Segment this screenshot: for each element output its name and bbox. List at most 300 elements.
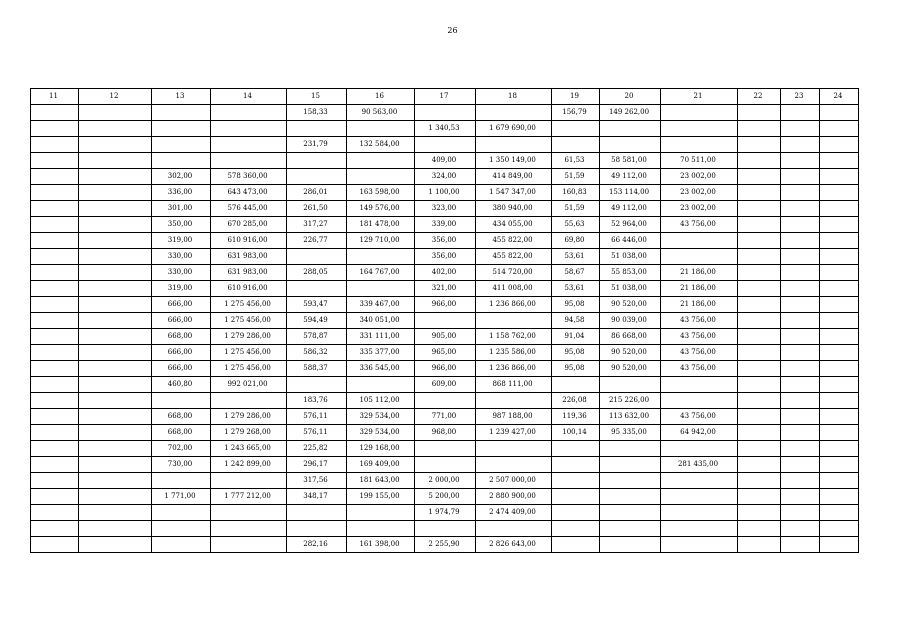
column-header: 19 <box>552 89 600 105</box>
table-cell <box>781 185 820 201</box>
table-cell <box>552 537 600 553</box>
table-cell <box>31 425 79 441</box>
table-cell <box>738 313 781 329</box>
table-cell <box>79 521 152 537</box>
table-cell: 1 777 212,00 <box>211 489 287 505</box>
table-cell: 411 008,00 <box>476 281 552 297</box>
table-cell <box>31 345 79 361</box>
table-cell <box>820 473 859 489</box>
table-cell <box>31 121 79 137</box>
table-cell: 336 545,00 <box>347 361 415 377</box>
table-cell <box>820 153 859 169</box>
table-cell <box>347 377 415 393</box>
data-table <box>30 88 859 553</box>
table-cell: 578,87 <box>287 329 347 345</box>
table-cell <box>820 297 859 313</box>
table-cell: 158,33 <box>287 105 347 121</box>
table-cell <box>820 361 859 377</box>
table-cell: 670 285,00 <box>211 217 287 233</box>
table-cell <box>820 505 859 521</box>
table-cell: 64 942,00 <box>661 425 738 441</box>
table-cell <box>347 521 415 537</box>
table-cell <box>600 377 661 393</box>
table-row <box>31 233 859 249</box>
table-cell <box>31 153 79 169</box>
table-cell <box>31 313 79 329</box>
table-cell: 319,00 <box>152 281 211 297</box>
table-cell <box>79 505 152 521</box>
table-cell <box>415 393 476 409</box>
table-cell: 296,17 <box>287 457 347 473</box>
table-cell <box>415 457 476 473</box>
table-cell <box>79 425 152 441</box>
table-cell <box>820 441 859 457</box>
table-row <box>31 169 859 185</box>
table-row <box>31 441 859 457</box>
table-cell <box>211 105 287 121</box>
table-cell <box>552 521 600 537</box>
table-cell <box>79 281 152 297</box>
table-cell <box>600 441 661 457</box>
table-cell: 586,32 <box>287 345 347 361</box>
table-cell <box>476 313 552 329</box>
table-cell <box>79 329 152 345</box>
table-cell <box>781 169 820 185</box>
table-cell <box>152 153 211 169</box>
table-cell <box>820 313 859 329</box>
table-cell <box>781 425 820 441</box>
table-cell: 348,17 <box>287 489 347 505</box>
table-cell: 95,08 <box>552 345 600 361</box>
table-cell <box>31 201 79 217</box>
table-cell <box>738 329 781 345</box>
table-cell: 380 940,00 <box>476 201 552 217</box>
table-cell <box>79 361 152 377</box>
table-cell: 336,00 <box>152 185 211 201</box>
table-cell: 1 279 286,00 <box>211 409 287 425</box>
table-row <box>31 313 859 329</box>
table-cell <box>31 457 79 473</box>
table-cell <box>152 121 211 137</box>
table-cell: 58,67 <box>552 265 600 281</box>
table-row <box>31 521 859 537</box>
table-cell: 1 275 456,00 <box>211 361 287 377</box>
table-cell <box>287 169 347 185</box>
column-header: 13 <box>152 89 211 105</box>
table-cell <box>820 217 859 233</box>
table-cell <box>738 409 781 425</box>
table-cell: 105 112,00 <box>347 393 415 409</box>
table-cell: 668,00 <box>152 425 211 441</box>
table-cell <box>552 505 600 521</box>
table-cell <box>31 105 79 121</box>
table-cell <box>781 297 820 313</box>
table-cell: 43 756,00 <box>661 313 738 329</box>
table-cell: 350,00 <box>152 217 211 233</box>
table-row <box>31 537 859 553</box>
table-cell: 43 756,00 <box>661 217 738 233</box>
table-cell <box>738 201 781 217</box>
table-row <box>31 473 859 489</box>
table-cell <box>31 441 79 457</box>
table-cell <box>31 169 79 185</box>
table-row <box>31 361 859 377</box>
table-cell <box>79 185 152 201</box>
table-cell <box>600 121 661 137</box>
table-cell <box>661 233 738 249</box>
table-cell <box>31 505 79 521</box>
table-cell <box>820 121 859 137</box>
table-cell <box>79 265 152 281</box>
table-cell: 324,00 <box>415 169 476 185</box>
column-header: 24 <box>820 89 859 105</box>
table-cell: 181 478,00 <box>347 217 415 233</box>
table-cell <box>287 281 347 297</box>
table-cell <box>79 201 152 217</box>
table-cell: 1 275 456,00 <box>211 345 287 361</box>
table-row <box>31 217 859 233</box>
table-cell <box>415 137 476 153</box>
table-cell: 153 114,00 <box>600 185 661 201</box>
table-cell: 169 409,00 <box>347 457 415 473</box>
table-cell <box>820 425 859 441</box>
table-cell <box>476 457 552 473</box>
page-number: 26 <box>447 26 458 35</box>
table-cell: 161 398,00 <box>347 537 415 553</box>
column-header: 11 <box>31 89 79 105</box>
table-cell: 1 679 690,00 <box>476 121 552 137</box>
table-cell <box>820 409 859 425</box>
table-cell <box>552 489 600 505</box>
table-cell <box>781 377 820 393</box>
table-cell: 2 000,00 <box>415 473 476 489</box>
table-cell: 992 021,00 <box>211 377 287 393</box>
table-cell <box>347 153 415 169</box>
table-cell: 132 584,00 <box>347 137 415 153</box>
table-cell: 576,11 <box>287 409 347 425</box>
table-cell <box>820 201 859 217</box>
table-cell <box>820 249 859 265</box>
table-cell <box>211 153 287 169</box>
table-cell: 43 756,00 <box>661 361 738 377</box>
table-cell <box>820 377 859 393</box>
table-cell: 90 563,00 <box>347 105 415 121</box>
table-cell <box>79 121 152 137</box>
table-cell: 23 002,00 <box>661 201 738 217</box>
table-cell: 1 242 899,00 <box>211 457 287 473</box>
table-cell: 66 446,00 <box>600 233 661 249</box>
table-cell <box>152 505 211 521</box>
table-cell <box>79 473 152 489</box>
table-cell <box>31 233 79 249</box>
table-cell <box>79 105 152 121</box>
table-cell: 610 916,00 <box>211 281 287 297</box>
table-cell: 181 643,00 <box>347 473 415 489</box>
table-cell <box>476 393 552 409</box>
table-cell: 91,04 <box>552 329 600 345</box>
table-cell <box>738 361 781 377</box>
table-cell <box>738 345 781 361</box>
table-cell: 576,11 <box>287 425 347 441</box>
table-cell <box>79 249 152 265</box>
table-cell: 1 275 456,00 <box>211 297 287 313</box>
table-cell: 95,08 <box>552 361 600 377</box>
table-cell: 86 668,00 <box>600 329 661 345</box>
table-cell <box>661 505 738 521</box>
table-cell: 149 262,00 <box>600 105 661 121</box>
table-cell <box>287 121 347 137</box>
table-cell: 113 632,00 <box>600 409 661 425</box>
table-row <box>31 153 859 169</box>
table-cell: 987 188,00 <box>476 409 552 425</box>
table-cell <box>781 137 820 153</box>
table-cell <box>79 393 152 409</box>
table-cell <box>415 441 476 457</box>
table-cell <box>738 185 781 201</box>
table-cell <box>600 505 661 521</box>
table-row <box>31 345 859 361</box>
table-cell <box>781 105 820 121</box>
table-cell <box>781 217 820 233</box>
table-cell <box>781 265 820 281</box>
table-cell: 339 467,00 <box>347 297 415 313</box>
table-row <box>31 297 859 313</box>
table-row <box>31 121 859 137</box>
table-cell: 2 826 643,00 <box>476 537 552 553</box>
table-cell <box>738 489 781 505</box>
column-header: 12 <box>79 89 152 105</box>
table-row <box>31 329 859 345</box>
table-cell: 317,27 <box>287 217 347 233</box>
table-cell <box>552 473 600 489</box>
table-cell <box>661 473 738 489</box>
table-cell <box>738 265 781 281</box>
table-cell <box>781 393 820 409</box>
table-cell: 55,63 <box>552 217 600 233</box>
table-cell: 868 111,00 <box>476 377 552 393</box>
table-cell: 666,00 <box>152 297 211 313</box>
table-cell: 1 236 866,00 <box>476 297 552 313</box>
table-cell <box>600 137 661 153</box>
table-cell: 90 039,00 <box>600 313 661 329</box>
table-cell: 94,58 <box>552 313 600 329</box>
table-cell: 1 100,00 <box>415 185 476 201</box>
table-cell: 321,00 <box>415 281 476 297</box>
table-cell: 43 756,00 <box>661 345 738 361</box>
column-header: 21 <box>661 89 738 105</box>
table-row <box>31 489 859 505</box>
table-cell: 702,00 <box>152 441 211 457</box>
table-cell: 1 243 665,00 <box>211 441 287 457</box>
table-cell <box>820 265 859 281</box>
table-cell <box>781 201 820 217</box>
table-cell <box>820 169 859 185</box>
table-cell: 460,80 <box>152 377 211 393</box>
table-cell <box>552 441 600 457</box>
table-row <box>31 137 859 153</box>
table-cell <box>820 281 859 297</box>
table-cell <box>738 249 781 265</box>
table-cell <box>79 377 152 393</box>
table-cell <box>552 121 600 137</box>
table-cell <box>31 521 79 537</box>
table-cell <box>79 441 152 457</box>
table-cell: 90 520,00 <box>600 361 661 377</box>
table-row <box>31 201 859 217</box>
table-cell: 95 335,00 <box>600 425 661 441</box>
table-cell <box>31 537 79 553</box>
table-cell: 455 822,00 <box>476 249 552 265</box>
table-cell <box>738 105 781 121</box>
table-cell: 356,00 <box>415 249 476 265</box>
table-cell <box>661 105 738 121</box>
table-cell: 281 435,00 <box>661 457 738 473</box>
table-row <box>31 425 859 441</box>
table-cell: 119,36 <box>552 409 600 425</box>
table-cell: 43 756,00 <box>661 329 738 345</box>
table-cell <box>415 313 476 329</box>
table-cell <box>347 121 415 137</box>
table-cell: 225,82 <box>287 441 347 457</box>
table-cell <box>31 281 79 297</box>
table-cell <box>211 121 287 137</box>
table-cell: 643 473,00 <box>211 185 287 201</box>
table-cell <box>820 329 859 345</box>
table-row <box>31 265 859 281</box>
table-cell <box>79 409 152 425</box>
table-cell: 261,50 <box>287 201 347 217</box>
table-cell <box>820 537 859 553</box>
table-cell <box>820 489 859 505</box>
table-cell <box>738 457 781 473</box>
table-cell <box>738 377 781 393</box>
table-cell <box>79 313 152 329</box>
table-header-row <box>31 89 859 105</box>
table-cell <box>415 105 476 121</box>
table-cell: 631 983,00 <box>211 249 287 265</box>
table-cell: 183,76 <box>287 393 347 409</box>
table-cell <box>211 137 287 153</box>
table-cell: 730,00 <box>152 457 211 473</box>
table-cell <box>152 537 211 553</box>
table-cell <box>661 137 738 153</box>
column-header: 18 <box>476 89 552 105</box>
table-cell <box>738 169 781 185</box>
table-cell: 631 983,00 <box>211 265 287 281</box>
table-cell <box>738 121 781 137</box>
table-cell <box>781 521 820 537</box>
table-cell: 409,00 <box>415 153 476 169</box>
table-cell <box>781 233 820 249</box>
table-cell <box>661 121 738 137</box>
table-cell: 70 511,00 <box>661 153 738 169</box>
table-cell <box>552 377 600 393</box>
table-cell: 21 186,00 <box>661 281 738 297</box>
table-cell: 51,59 <box>552 169 600 185</box>
table-row <box>31 457 859 473</box>
table-cell <box>781 505 820 521</box>
table-cell <box>738 281 781 297</box>
table-cell: 414 849,00 <box>476 169 552 185</box>
table-cell <box>31 473 79 489</box>
column-header: 15 <box>287 89 347 105</box>
table-cell: 90 520,00 <box>600 345 661 361</box>
column-header: 22 <box>738 89 781 105</box>
table-cell: 340 051,00 <box>347 313 415 329</box>
table-cell: 23 002,00 <box>661 185 738 201</box>
table-cell: 330,00 <box>152 249 211 265</box>
table-cell: 966,00 <box>415 297 476 313</box>
table-cell: 51,59 <box>552 201 600 217</box>
table-cell <box>211 521 287 537</box>
table-cell: 1 547 347,00 <box>476 185 552 201</box>
table-cell <box>31 297 79 313</box>
table-cell <box>820 345 859 361</box>
table-cell: 2 255,90 <box>415 537 476 553</box>
table-cell <box>600 457 661 473</box>
table-cell: 1 235 586,00 <box>476 345 552 361</box>
table-cell <box>552 457 600 473</box>
table-cell: 1 279 286,00 <box>211 329 287 345</box>
table-cell: 61,53 <box>552 153 600 169</box>
column-header: 20 <box>600 89 661 105</box>
table-cell: 21 186,00 <box>661 297 738 313</box>
table-cell: 666,00 <box>152 313 211 329</box>
table-cell <box>79 345 152 361</box>
table-cell: 286,01 <box>287 185 347 201</box>
table-cell: 2 474 409,00 <box>476 505 552 521</box>
table-cell: 965,00 <box>415 345 476 361</box>
table-cell <box>31 377 79 393</box>
table-cell <box>820 105 859 121</box>
table-cell: 402,00 <box>415 265 476 281</box>
table-cell <box>781 313 820 329</box>
column-header: 14 <box>211 89 287 105</box>
table-cell: 21 186,00 <box>661 265 738 281</box>
table-cell: 52 964,00 <box>600 217 661 233</box>
table-row <box>31 105 859 121</box>
table-cell <box>781 153 820 169</box>
table-cell: 129 168,00 <box>347 441 415 457</box>
table-cell: 51 038,00 <box>600 249 661 265</box>
table-cell <box>661 377 738 393</box>
table-cell <box>781 345 820 361</box>
table-cell: 1 350 149,00 <box>476 153 552 169</box>
table-cell <box>152 473 211 489</box>
table-row <box>31 505 859 521</box>
table-cell <box>820 393 859 409</box>
table-cell <box>31 329 79 345</box>
table-cell: 578 360,00 <box>211 169 287 185</box>
table-cell <box>600 489 661 505</box>
table-cell <box>661 249 738 265</box>
table-cell <box>152 105 211 121</box>
table-cell <box>781 441 820 457</box>
table-cell: 51 038,00 <box>600 281 661 297</box>
table-cell <box>738 233 781 249</box>
table-cell: 666,00 <box>152 345 211 361</box>
table-cell: 1 974,79 <box>415 505 476 521</box>
table-cell: 90 520,00 <box>600 297 661 313</box>
table-row <box>31 249 859 265</box>
table-cell: 1 236 866,00 <box>476 361 552 377</box>
table-cell <box>781 457 820 473</box>
table-cell: 588,37 <box>287 361 347 377</box>
table-cell: 2 507 000,00 <box>476 473 552 489</box>
table-row <box>31 377 859 393</box>
table-cell: 1 239 427,00 <box>476 425 552 441</box>
table-cell: 594,49 <box>287 313 347 329</box>
